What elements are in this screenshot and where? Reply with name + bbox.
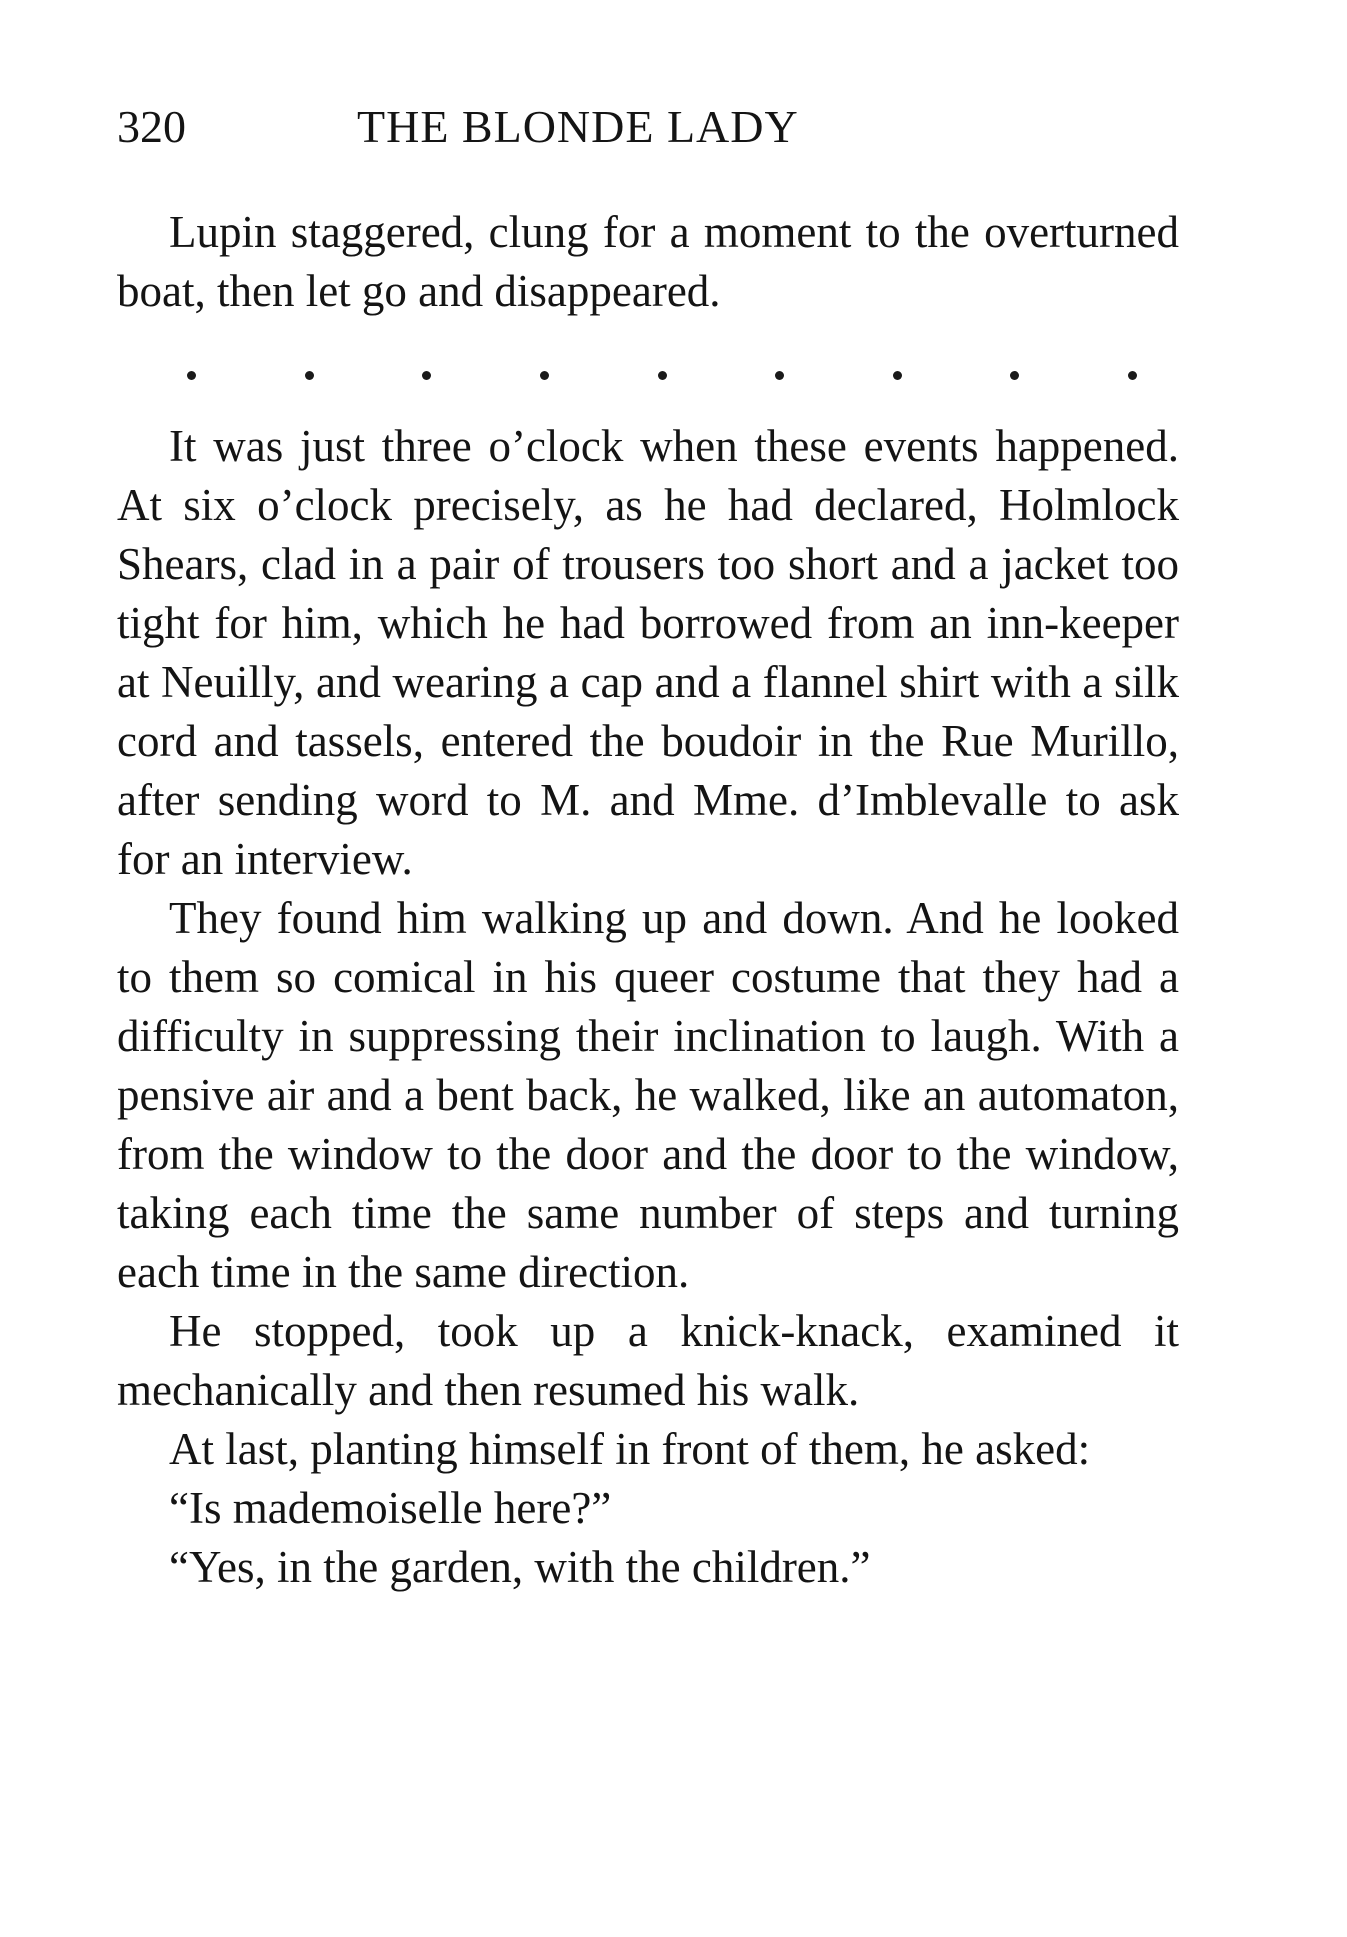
dialogue-line: “Is mademoiselle here?” [169,1483,612,1533]
section-break-dot [658,371,667,380]
paragraph: At last, planting himself in front of them, he asked: [169,1424,1091,1474]
section-break-dot [775,371,784,380]
section-break-dot [1128,371,1137,380]
section-break-dot [1010,371,1019,380]
paragraph: He stopped, took up a knick-knack, examined it mechanically and then resumed his walk. [117,1306,1179,1415]
section-break-dot [305,371,314,380]
section-break-dot [540,371,549,380]
paragraph: It was just three o’clock when these events happened. At six o’clock precisely, as he had declared, Holmlock Shears, clad in a pair of trousers too short and a jacket too tight for him, which he had borrowed from an inn-keeper at Neuilly, and wearing a cap and a flannel shirt with a silk cord and tassels, entered the boudoir in the Rue Murillo, after sending word to M. and Mme. d’Imblevalle to ask for an interview. [117,421,1179,884]
dialogue-line: “Yes, in the garden, with the children.” [169,1542,871,1592]
body-text [117,203,1179,1597]
section-break [187,365,1137,385]
paragraph: Lupin staggered, clung for a moment to the overturned boat, then let go and disappeared. [117,207,1179,316]
paragraph: They found him walking up and down. And he looked to them so comical in his queer costume that they had a difficulty in suppressing their inclination to laugh. With a pensive air and a bent back, he walked, like an automaton, from the window to the door and the door to the window, taking each time the same number of steps and turning each time in the same direction. [117,893,1179,1297]
section-break-dot [187,371,196,380]
page-number: 320 [117,101,186,152]
running-title: THE BLONDE LADY [357,101,799,152]
section-break-dot [422,371,431,380]
running-header [117,97,957,157]
section-break-dot [893,371,902,380]
